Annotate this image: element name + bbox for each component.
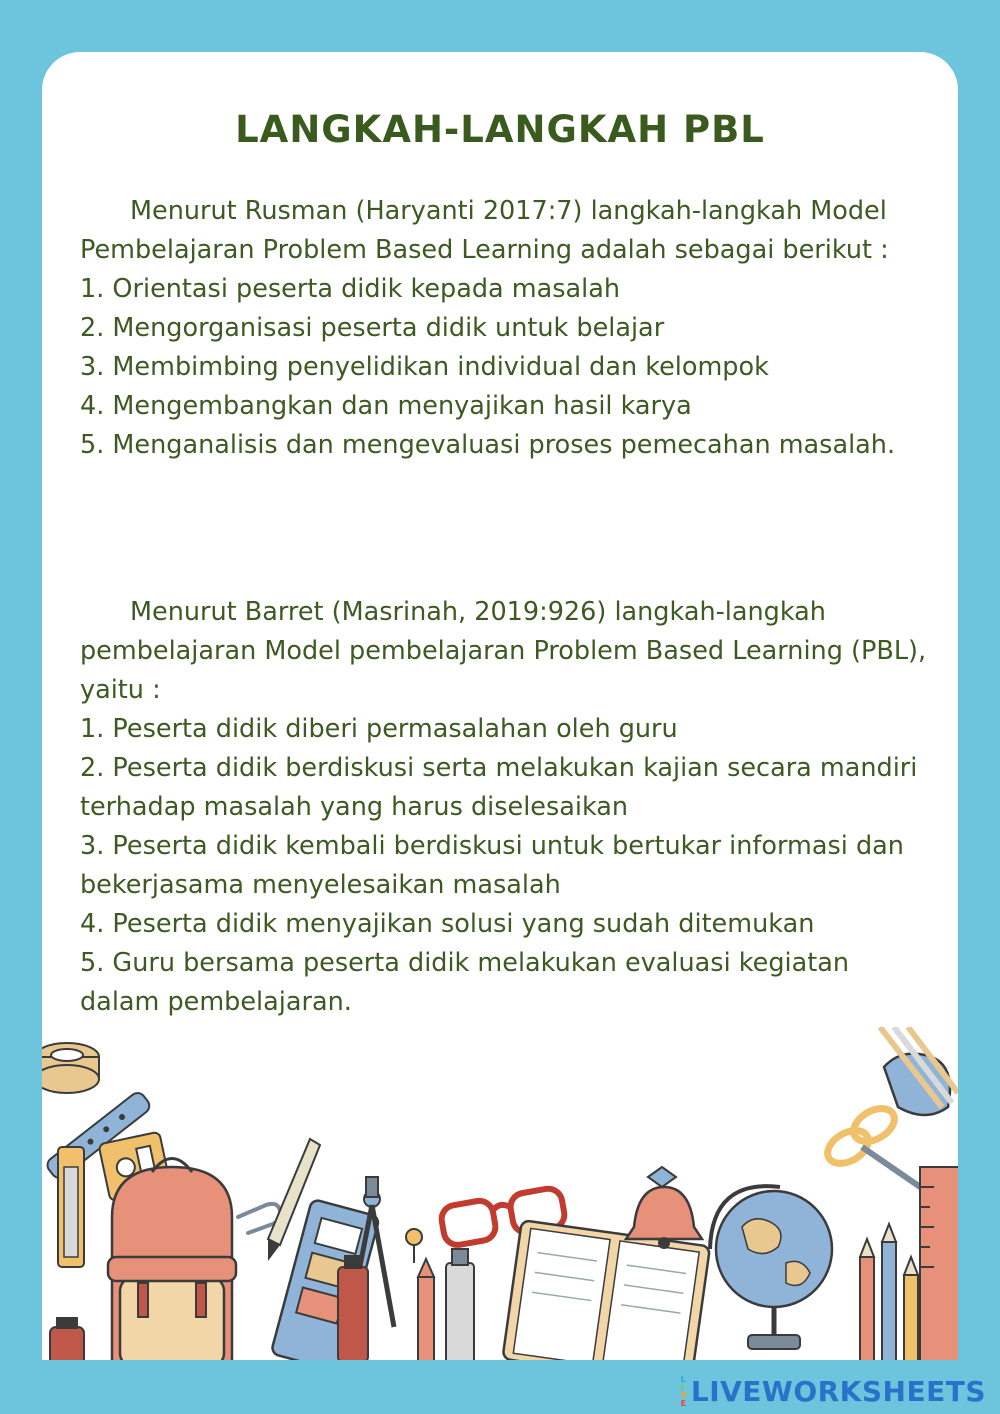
section-intro: Menurut Rusman (Haryanti 2017:7) langkah-langkah Model Pembelajaran Problem Based Learning adalah sebagai berikut : bbox=[80, 196, 889, 265]
steps-list bbox=[80, 710, 930, 1022]
list-item: 4. Peserta didik menyajikan solusi yang sudah ditemukan bbox=[80, 909, 815, 939]
worksheet-card bbox=[42, 52, 958, 1360]
list-item: 2. Peserta didik berdiskusi serta melakukan kajian secara mandiri terhadap masalah yang harus diselesaikan bbox=[80, 753, 918, 822]
school-supplies-illustration bbox=[42, 1027, 958, 1360]
bottle-icon bbox=[50, 1317, 84, 1360]
section-rusman bbox=[80, 192, 930, 465]
steps-list bbox=[80, 270, 930, 465]
globe-icon bbox=[710, 1186, 832, 1349]
notebook-icon bbox=[502, 1220, 710, 1360]
logo-text: LIVEWORKSHEETS bbox=[690, 1375, 986, 1408]
tape-icon bbox=[42, 1043, 99, 1093]
list-item: 2. Mengorganisasi peserta didik untuk belajar bbox=[80, 313, 665, 343]
page-title: LANGKAH-LANGKAH PBL bbox=[235, 108, 765, 151]
live-logo-icon: L I V E bbox=[680, 1374, 687, 1408]
list-item: 1. Peserta didik diberi permasalahan oleh guru bbox=[80, 714, 678, 744]
bell-icon bbox=[626, 1167, 702, 1249]
pushpin-icon bbox=[406, 1229, 422, 1263]
paint-tube-icon bbox=[338, 1255, 368, 1360]
list-item: 3. Membimbing penyelidikan individual dan kelompok bbox=[80, 352, 769, 382]
section-intro: Menurut Barret (Masrinah, 2019:926) langkah-langkah pembelajaran Model pembelajaran Problem Based Learning (PBL), yaitu : bbox=[80, 597, 927, 705]
liveworksheets-logo bbox=[681, 1375, 986, 1408]
cutter-icon bbox=[58, 1147, 84, 1267]
crayon-icon bbox=[418, 1259, 434, 1360]
list-item: 4. Mengembangkan dan menyajikan hasil karya bbox=[80, 391, 692, 421]
list-item: 3. Peserta didik kembali berdiskusi untuk bertukar informasi dan bekerjasama menyelesaikan masalah bbox=[80, 831, 904, 900]
colored-pencils-icon bbox=[860, 1224, 918, 1360]
glue-icon bbox=[446, 1249, 474, 1360]
backpack-icon bbox=[108, 1159, 236, 1361]
list-item: 5. Guru bersama peserta didik melakukan evaluasi kegiatan dalam pembelajaran. bbox=[80, 948, 850, 1017]
ruler-icon bbox=[920, 1167, 958, 1360]
list-item: 1. Orientasi peserta didik kepada masalah bbox=[80, 274, 621, 304]
section-barret bbox=[80, 593, 930, 1022]
list-item: 5. Menganalisis dan mengevaluasi proses pemecahan masalah. bbox=[80, 430, 896, 460]
